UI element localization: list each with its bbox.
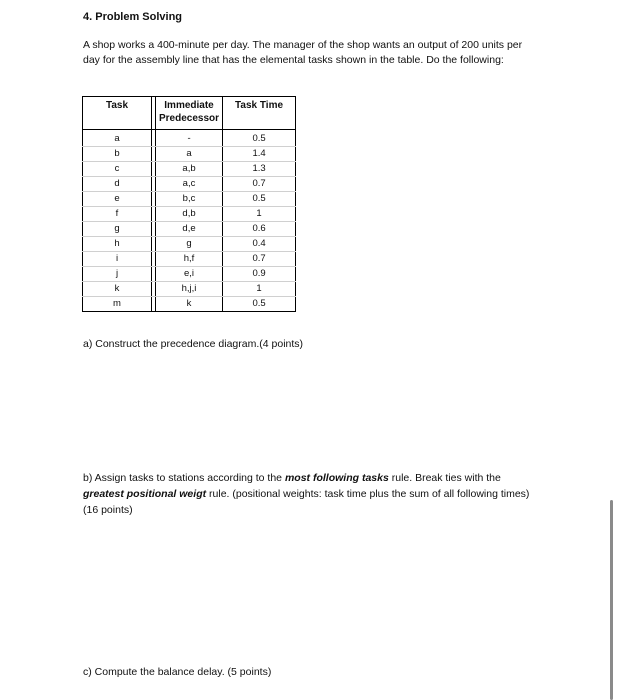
problem-statement: A shop works a 400-minute per day. The manager of the shop wants an output of 200 units per day for the assembly line that has the elemental tasks shown in the table. Do the following: xyxy=(83,39,523,66)
cell-task-time: 0.5 xyxy=(223,297,296,312)
cell-task-time: 0.5 xyxy=(223,192,296,207)
header-predecessor-line1: Immediate xyxy=(164,100,214,111)
cell-predecessor: a,c xyxy=(156,177,223,192)
scrollbar-thumb[interactable] xyxy=(610,500,613,700)
cell-predecessor: e,i xyxy=(156,267,223,282)
cell-task-time: 0.7 xyxy=(223,252,296,267)
cell-task: g xyxy=(83,222,152,237)
question-b-emphasis-2: greatest positional weigt xyxy=(83,488,207,500)
table-row xyxy=(83,297,296,312)
cell-predecessor: b,c xyxy=(156,192,223,207)
question-b xyxy=(83,470,533,518)
table-row xyxy=(83,177,296,192)
table-row xyxy=(83,162,296,177)
question-b-emphasis-1: most following tasks xyxy=(284,472,389,484)
header-task-time: Task Time xyxy=(223,97,296,130)
cell-predecessor: - xyxy=(156,130,223,147)
cell-task-time: 0.4 xyxy=(223,237,296,252)
cell-task: c xyxy=(83,162,152,177)
cell-task: m xyxy=(83,297,152,312)
cell-task: i xyxy=(83,252,152,267)
section-title: 4. Problem Solving xyxy=(83,11,183,23)
cell-predecessor: a xyxy=(156,147,223,162)
table-row xyxy=(83,130,296,147)
table-header-row xyxy=(83,97,296,130)
cell-task: h xyxy=(83,237,152,252)
cell-task-time: 1.4 xyxy=(223,147,296,162)
cell-task: e xyxy=(83,192,152,207)
cell-predecessor: k xyxy=(156,297,223,312)
cell-task-time: 0.9 xyxy=(223,267,296,282)
table-row xyxy=(83,192,296,207)
header-predecessor xyxy=(156,97,223,130)
cell-task: j xyxy=(83,267,152,282)
cell-predecessor: h,f xyxy=(156,252,223,267)
cell-task-time: 0.6 xyxy=(223,222,296,237)
header-predecessor-line2: Predecessor xyxy=(159,113,220,124)
cell-predecessor: g xyxy=(156,237,223,252)
cell-task: b xyxy=(83,147,152,162)
cell-predecessor: d,b xyxy=(156,207,223,222)
cell-task-time: 1 xyxy=(223,282,296,297)
cell-task: d xyxy=(83,177,152,192)
question-b-text-2: rule. Break ties with the xyxy=(388,472,501,484)
table-row xyxy=(83,237,296,252)
cell-task-time: 1 xyxy=(223,207,296,222)
cell-task: k xyxy=(83,282,152,297)
table-row xyxy=(83,222,296,237)
table-row xyxy=(83,252,296,267)
table-row xyxy=(83,267,296,282)
cell-task-time: 0.5 xyxy=(223,130,296,147)
table-row xyxy=(83,207,296,222)
question-b-text-3: rule. (positional weights: task time plus the sum of all following times) (16 points) xyxy=(83,488,530,516)
table-row xyxy=(83,147,296,162)
cell-predecessor: a,b xyxy=(156,162,223,177)
question-b-text-1: b) Assign tasks to stations according to the xyxy=(83,472,285,484)
cell-predecessor: d,e xyxy=(156,222,223,237)
cell-task: a xyxy=(83,130,152,147)
question-c: c) Compute the balance delay. (5 points) xyxy=(83,666,272,678)
header-task: Task xyxy=(83,97,152,130)
task-table xyxy=(82,96,296,312)
table-row xyxy=(83,282,296,297)
task-table-body xyxy=(83,130,296,312)
cell-task-time: 0.7 xyxy=(223,177,296,192)
cell-task: f xyxy=(83,207,152,222)
cell-task-time: 1.3 xyxy=(223,162,296,177)
question-a: a) Construct the precedence diagram.(4 points) xyxy=(83,338,304,350)
cell-predecessor: h,j,i xyxy=(156,282,223,297)
